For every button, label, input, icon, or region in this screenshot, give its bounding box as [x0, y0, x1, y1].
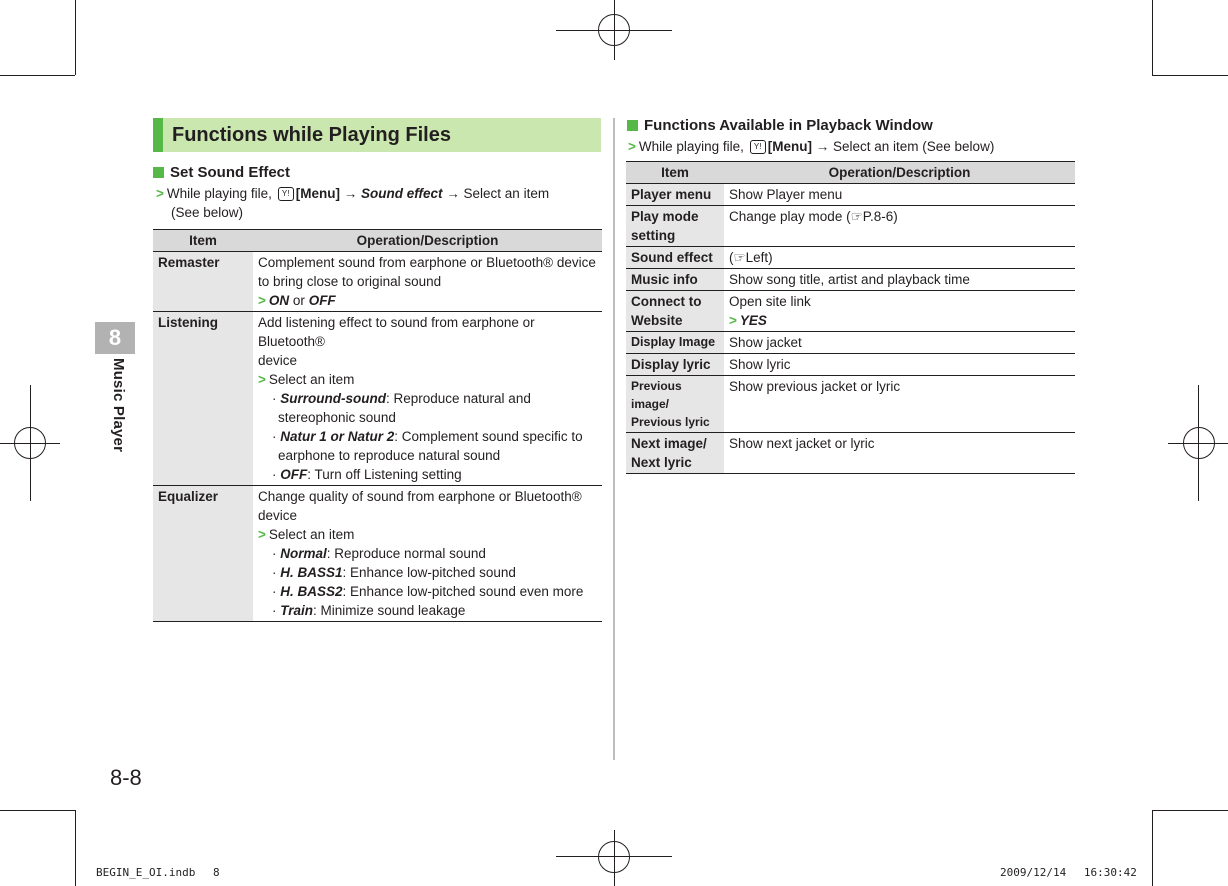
table-row: Play mode setting Change play mode (☞P.8-6)	[626, 206, 1075, 247]
column-divider	[613, 118, 615, 760]
table-row: Display Image Show jacket	[626, 332, 1075, 354]
table-row: Connect to Website Open site link > YES	[626, 291, 1075, 332]
column-header-description: Operation/Description	[253, 230, 602, 252]
subsection-heading-playback-window: Functions Available in Playback Window	[627, 117, 933, 134]
column-header-description: Operation/Description	[724, 162, 1075, 184]
chapter-label: Music Player	[110, 358, 127, 453]
step-arrow-icon: >	[156, 186, 164, 201]
chapter-number-tab: 8	[95, 322, 135, 354]
subsection-heading-sound-effect: Set Sound Effect	[153, 164, 290, 181]
column-header-item: Item	[626, 162, 724, 184]
reference-icon: ☞	[733, 250, 746, 265]
table-row: Sound effect (☞Left)	[626, 247, 1075, 269]
step-arrow-icon: >	[628, 139, 636, 154]
procedure-step: > While playing file, Y! [Menu] → Select an item (See below)	[628, 139, 995, 154]
reference-icon: ☞	[850, 209, 863, 224]
green-square-icon	[153, 167, 164, 178]
playback-functions-table	[626, 161, 1075, 474]
menu-key-icon: Y!	[750, 140, 766, 154]
table-row: Previous image/ Previous lyric Show previous jacket or lyric	[626, 376, 1075, 433]
table-row: Next image/ Next lyric Show next jacket or lyric	[626, 433, 1075, 474]
footer-timestamp: 2009/12/14 16:30:42	[1000, 866, 1137, 879]
menu-key-icon: Y!	[278, 187, 294, 201]
table-row: Listening Add listening effect to sound from earphone or Bluetooth® device > Select an item · Surround-sound: Reproduce natural and stereophonic sound · Natur 1 or Natur 2: Complement sound specific to earphone to reproduce natural sound · OFF: Turn off Listening setting	[153, 312, 602, 486]
green-square-icon	[627, 120, 638, 131]
table-row: Display lyric Show lyric	[626, 354, 1075, 376]
section-heading: Functions while Playing Files	[153, 118, 601, 152]
sound-effect-table	[153, 229, 602, 622]
page-number: 8-8	[110, 765, 142, 790]
column-header-item: Item	[153, 230, 253, 252]
table-row: Remaster Complement sound from earphone or Bluetooth® device to bring close to original sound > ON or OFF	[153, 252, 602, 312]
procedure-step: > While playing file, Y! [Menu] → Sound effect → Select an item (See below)	[156, 186, 550, 220]
table-row: Equalizer Change quality of sound from earphone or Bluetooth® device > Select an item · Normal: Reproduce normal sound · H. BASS1: Enhance low-pitched sound · H. BASS2: Enhance low-pitched sound even more · Train: Minimize sound leakage	[153, 486, 602, 622]
footer-file-name: BEGIN_E_OI.indb 8	[96, 866, 220, 879]
table-row: Player menu Show Player menu	[626, 184, 1075, 206]
table-row: Music info Show song title, artist and playback time	[626, 269, 1075, 291]
